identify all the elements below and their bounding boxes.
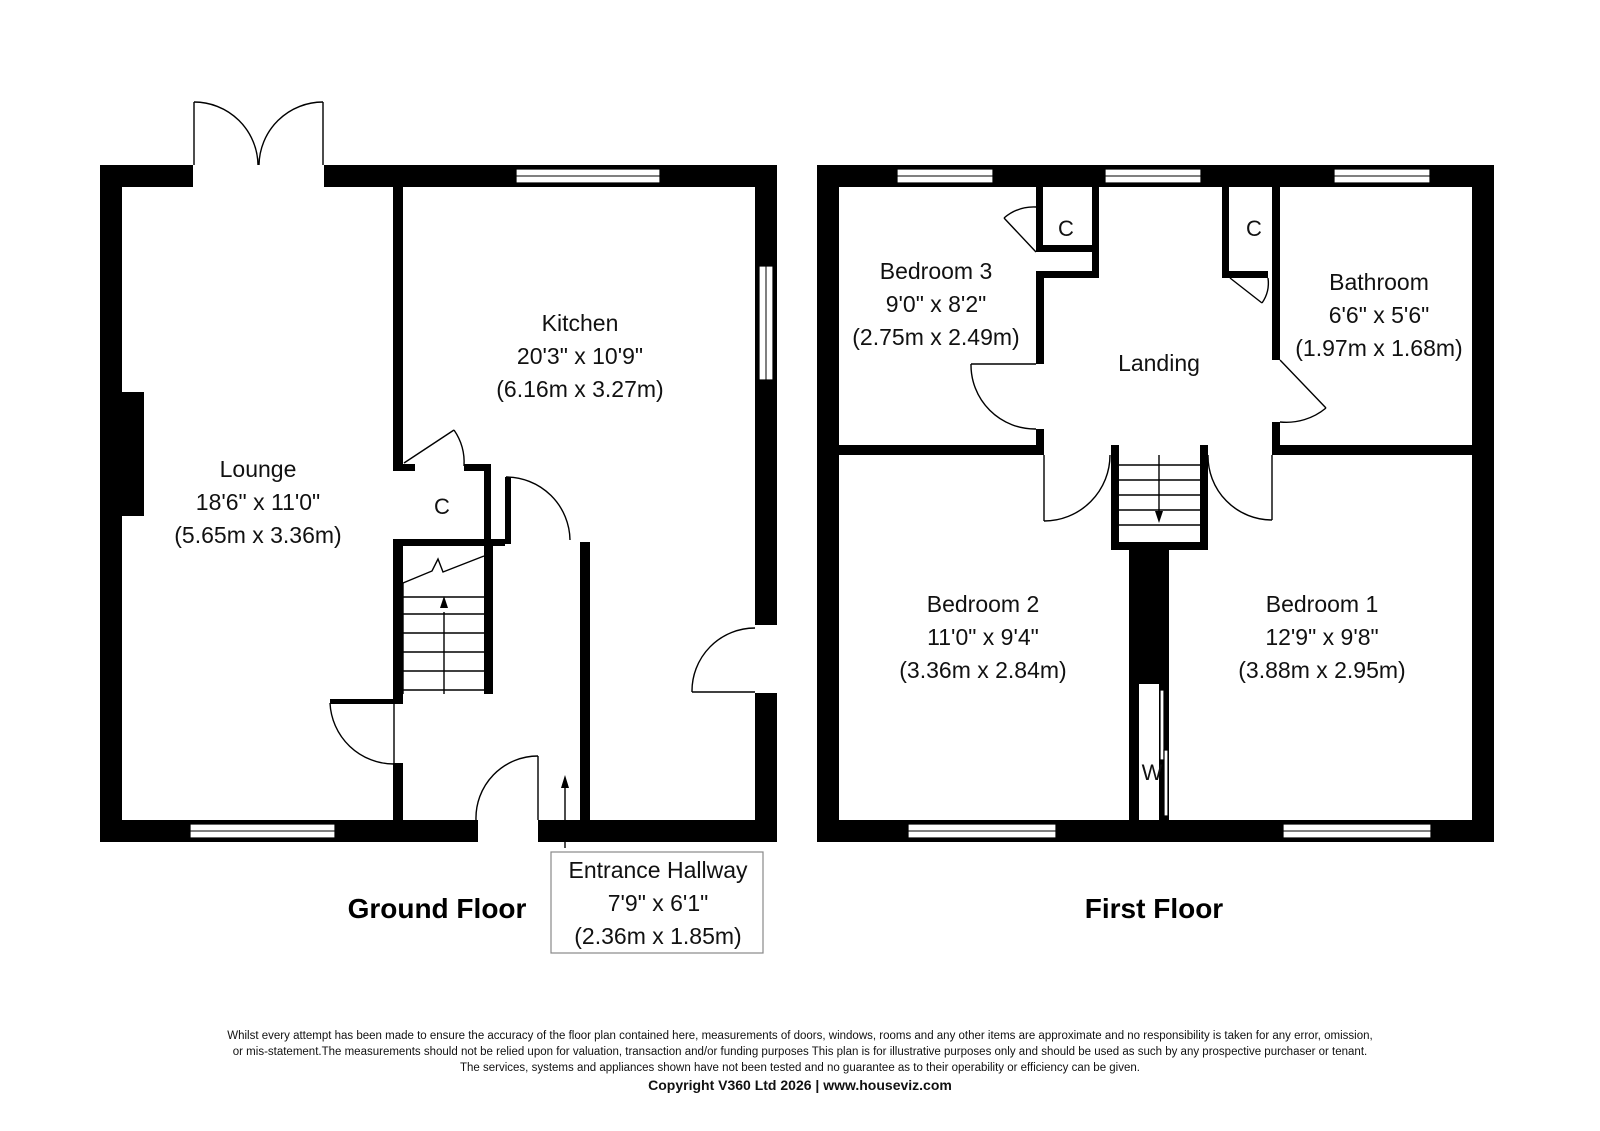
bedroom3-cupboard-door	[1004, 207, 1036, 252]
stairs-right-wall	[484, 544, 493, 694]
bedroom1-imperial: 12'9" x 9'8"	[1265, 624, 1379, 650]
first-staircase	[1119, 455, 1200, 525]
bathroom-bottom-wall	[1272, 445, 1472, 455]
lounge-stairs-wall	[393, 539, 403, 699]
stair-bottom-wall	[1111, 542, 1208, 550]
disclaimer-line-3: The services, systems and appliances shown have not been tested and no guarantee as to their operability or efficiency can be given.	[460, 1062, 1140, 1074]
ground-bottom-wall-right	[538, 820, 777, 842]
lounge-kitchen-wall-upper	[393, 187, 403, 471]
ground-cupboard-marker: C	[434, 494, 450, 519]
ground-left-wall	[100, 165, 122, 842]
cupboard-right-left	[1222, 187, 1229, 278]
lounge-imperial: 18'6" x 11'0"	[195, 489, 321, 515]
hall-kitchen-wall	[580, 542, 590, 820]
bedroom3-name: Bedroom 3	[879, 258, 993, 284]
disclaimer	[100, 1028, 1500, 1093]
bedroom1-name: Bedroom 1	[1265, 591, 1379, 617]
stair-right-wall	[1200, 445, 1208, 550]
ground-staircase	[403, 556, 484, 694]
ground-right-wall-upper	[755, 165, 777, 625]
bedroom3-imperial: 9'0" x 8'2"	[885, 291, 987, 317]
front-door	[476, 756, 538, 820]
bathroom-imperial: 6'6" x 5'6"	[1328, 302, 1430, 328]
cupboard-top-left	[393, 464, 415, 471]
first-cupboard-right-marker: C	[1246, 216, 1262, 241]
cupboard-left-right	[1092, 187, 1099, 278]
bedroom1-metric: (3.88m x 2.95m)	[1238, 657, 1406, 683]
bedroom3-right-wall	[1036, 271, 1044, 364]
bedroom2-door	[1044, 455, 1110, 521]
bathroom-left-wall	[1272, 187, 1280, 360]
bathroom-cupboard-door	[1230, 278, 1268, 303]
bedroom3-right-wall-lower	[1036, 429, 1044, 455]
entrance-hallway-name: Entrance Hallway	[568, 857, 748, 883]
bedroom3-bottom-wall	[839, 445, 1040, 455]
bathroom-door	[1280, 360, 1326, 422]
cupboard-left-box	[1036, 187, 1043, 251]
cupboard-left-bottom	[1036, 245, 1099, 252]
ground-floor-title: Ground Floor	[347, 893, 527, 924]
ground-right-wall-lower	[755, 693, 777, 842]
first-floor-plan	[817, 165, 1494, 924]
hall-kitchen-door	[506, 477, 570, 540]
chimney-breast	[122, 392, 144, 516]
lounge-door-stub	[330, 699, 403, 704]
entrance-hallway-metric: (2.36m x 1.85m)	[574, 923, 742, 949]
wardrobe-marker: W	[1141, 760, 1163, 785]
first-left-wall	[817, 165, 839, 842]
french-doors	[194, 102, 323, 165]
first-cupboard-left-marker: C	[1058, 216, 1074, 241]
disclaimer-line-1: Whilst every attempt has been made to ensure the accuracy of the floor plan contained here, measurements of doors, windows, rooms and any other items are approximate and no responsibility is taken for any error, omission,	[227, 1030, 1373, 1042]
kitchen-name: Kitchen	[541, 310, 619, 336]
first-right-wall	[1472, 165, 1494, 842]
bedroom1-door	[1208, 455, 1272, 520]
central-wall	[1129, 550, 1169, 684]
bedroom3-metric: (2.75m x 2.49m)	[852, 324, 1020, 350]
stair-left-wall	[1111, 445, 1119, 550]
landing-name: Landing	[1118, 350, 1200, 376]
disclaimer-line-2: or mis-statement.The measurements should not be relied upon for valuation, transaction and/or funding purposes This plan is for illustrative purposes only and should be used as such by any prospective purchaser or tenant.	[232, 1046, 1368, 1058]
bedroom2-name: Bedroom 2	[926, 591, 1040, 617]
entrance-hallway-imperial: 7'9" x 6'1"	[607, 890, 709, 916]
bathroom-name: Bathroom	[1329, 269, 1429, 295]
landing-top-left	[1036, 271, 1099, 278]
cupboard-right-bottom	[1222, 271, 1268, 278]
bedroom3-door	[971, 364, 1036, 429]
kitchen-back-door	[692, 628, 755, 692]
bedroom2-imperial: 11'0" x 9'4"	[927, 624, 1039, 650]
kitchen-metric: (6.16m x 3.27m)	[496, 376, 664, 402]
cupboard-right-wall	[484, 464, 491, 544]
ground-floor-plan	[100, 102, 777, 953]
bedroom2-metric: (3.36m x 2.84m)	[899, 657, 1067, 683]
bathroom-left-wall-lower	[1272, 422, 1280, 455]
copyright: Copyright V360 Ltd 2026 | www.houseviz.com	[648, 1077, 952, 1093]
wardrobe-left-wall	[1129, 684, 1139, 820]
lounge-metric: (5.65m x 3.36m)	[174, 522, 342, 548]
lounge-door	[330, 703, 394, 764]
cupboard-door	[404, 430, 464, 466]
bathroom-metric: (1.97m x 1.68m)	[1295, 335, 1463, 361]
first-floor-title: First Floor	[1084, 893, 1224, 924]
lounge-name: Lounge	[219, 456, 297, 482]
kitchen-imperial: 20'3" x 10'9"	[516, 343, 644, 369]
lounge-hall-wall-lower	[393, 763, 403, 820]
